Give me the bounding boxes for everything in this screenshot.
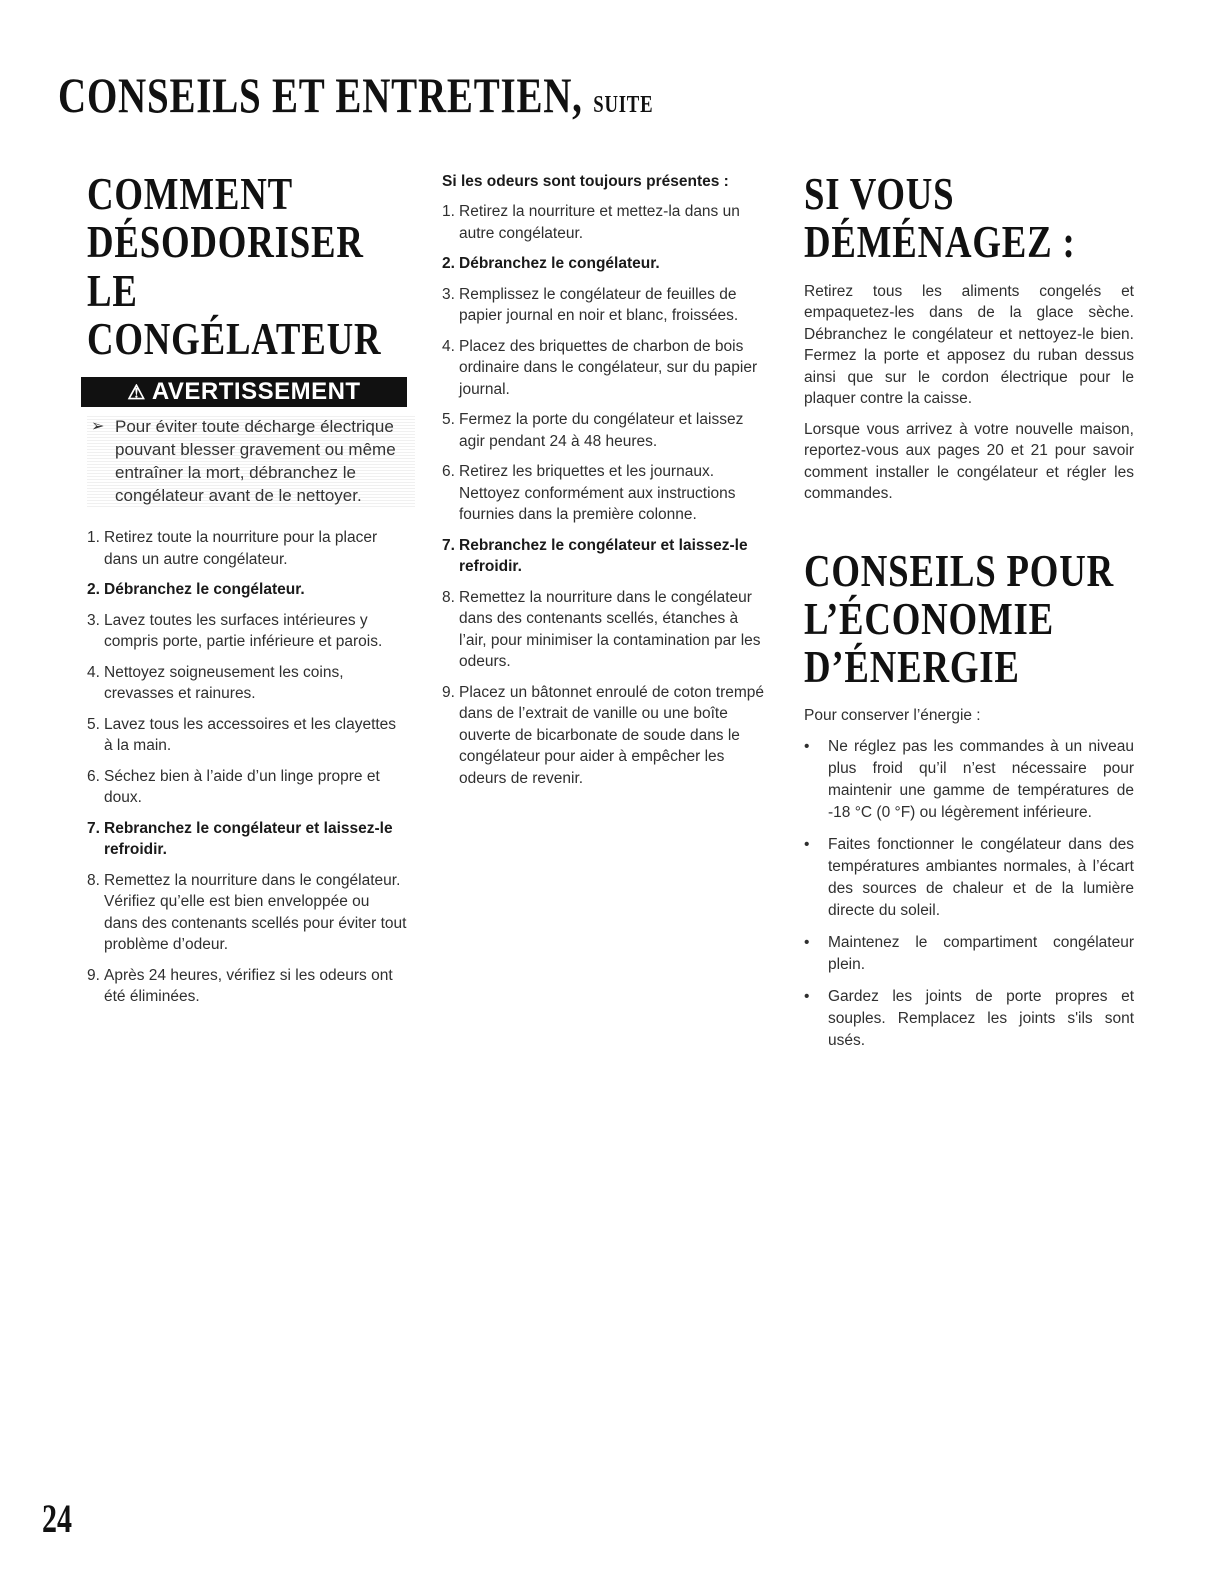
step-number: 4. [87, 663, 100, 681]
warning-triangle-icon: ⚠ [127, 382, 146, 405]
list-item [804, 932, 1134, 976]
tip-text: Ne réglez pas les commandes à un niveau plus froid qu’il n’est nécessaire pour maintenir une gamme de températures de -18 °C (0 °F) ou légèrement inférieure. [828, 737, 1134, 821]
step-text: Séchez bien à l’aide d’un linge propre et doux. [104, 767, 380, 807]
tip-text: Gardez les joints de porte propres et souples. Remplacez les joints s'ils sont usés. [828, 987, 1134, 1049]
list-item [442, 201, 770, 244]
column-persistent-odors [442, 173, 770, 798]
step-number: 6. [87, 767, 100, 785]
step-number: 9. [442, 683, 455, 701]
arrow-right-icon: ➢ [91, 418, 105, 436]
step-number: 8. [87, 871, 100, 889]
bullet-icon: • [804, 987, 810, 1005]
list-item [87, 662, 407, 705]
bullet-icon: • [804, 835, 810, 853]
step-number: 1. [442, 203, 455, 220]
warning-text-body: Pour éviter toute décharge électrique pouvant blesser gravement ou même entraîner la mort, débranchez le congélateur avant de le nettoyer. [115, 417, 396, 506]
step-number: 2. [87, 581, 100, 599]
tip-text: Maintenez le compartiment congélateur plein. [828, 933, 1134, 973]
bullet-icon: • [804, 933, 810, 951]
energy-heading: CONSEILS POUR L’ÉCONOMIE D’ÉNERGIE [804, 544, 1114, 693]
list-item [804, 834, 1134, 922]
energy-intro: Pour conserver l’énergie : [804, 707, 981, 725]
step-text: Nettoyez soigneusement les coins, crevasses et rainures. [104, 663, 344, 703]
list-item [87, 870, 407, 956]
step-text: Remettez la nourriture dans le congélateur dans des contenants scellés, étanches à l’air, pour minimiser la contamination par les odeurs. [459, 588, 761, 670]
deodorize-heading: COMMENT DÉSODORISER LE CONGÉLATEUR [87, 168, 382, 364]
page-title-suffix: SUITE [593, 92, 654, 118]
list-item [442, 587, 770, 673]
page-title [58, 67, 654, 123]
list-item [442, 682, 770, 790]
step-text: Après 24 heures, vérifiez si les odeurs ont été éliminées. [104, 966, 393, 1006]
step-number: 6. [442, 463, 455, 480]
moving-paragraph-1: Retirez tous les aliments congelés et empaquetez-les dans de la glace sèche. Débranchez le congélateur et nettoyez-le bien. Fermez la porte et apposez du ruban dessus ainsi que sur le cordon électrique pour le plaquer contre la caisse. [804, 282, 1134, 408]
deodorize-steps [87, 527, 407, 1008]
step-number: 3. [442, 285, 455, 303]
list-item [87, 766, 407, 809]
list-item [804, 986, 1134, 1052]
energy-tips [804, 736, 1134, 1052]
column-deodorize [87, 170, 407, 1017]
list-item [442, 284, 770, 327]
warning-banner [81, 377, 407, 407]
step-text: Retirez les briquettes et les journaux. Nettoyez conformément aux instructions fournies dans la première colonne. [459, 463, 736, 523]
step-text: Débranchez le congélateur. [104, 581, 305, 599]
list-item [804, 736, 1134, 824]
bullet-icon: • [804, 737, 810, 755]
list-item [87, 579, 407, 601]
page-number: 24 [42, 1496, 72, 1541]
step-number: 7. [442, 536, 455, 554]
step-number: 9. [87, 966, 100, 984]
step-text: Retirez toute la nourriture pour la placer dans un autre congélateur. [104, 529, 378, 568]
column-moving-and-energy [804, 170, 1134, 1062]
step-number: 3. [87, 611, 100, 629]
list-item [442, 461, 770, 526]
warning-text [87, 415, 415, 507]
step-number: 2. [442, 255, 455, 272]
persistent-odors-steps [442, 201, 770, 789]
step-number: 4. [442, 337, 455, 355]
step-number: 8. [442, 588, 455, 606]
list-item [87, 714, 407, 757]
list-item [87, 610, 407, 653]
step-text: Rebranchez le congélateur et laissez-le refroidir. [104, 819, 393, 859]
step-number: 1. [87, 529, 100, 547]
page-title-main: CONSEILS ET ENTRETIEN, [58, 67, 583, 123]
step-text: Placez des briquettes de charbon de bois ordinaire dans le congélateur, sur du papier journal. [459, 337, 758, 398]
step-text: Remettez la nourriture dans le congélateur. Vérifiez qu’elle est bien enveloppée ou dans des contenants scellés pour éviter tout problème d’odeur. [104, 871, 407, 954]
step-number: 5. [87, 715, 100, 733]
moving-paragraph-2: Lorsque vous arrivez à votre nouvelle maison, reportez-vous aux pages 20 et 21 pour savoir comment installer le congélateur et régler les commandes. [804, 420, 1134, 503]
list-item [442, 253, 770, 275]
list-item [442, 409, 770, 452]
step-number: 5. [442, 411, 455, 428]
moving-heading: SI VOUS DÉMÉNAGEZ : [804, 168, 1076, 268]
list-item [87, 527, 407, 570]
list-item [442, 336, 770, 401]
list-item [442, 535, 770, 578]
step-number: 7. [87, 819, 100, 837]
step-text: Rebranchez le congélateur et laissez-le refroidir. [459, 536, 748, 575]
step-text: Fermez la porte du congélateur et laissez agir pendant 24 à 48 heures. [459, 411, 744, 450]
step-text: Lavez tous les accessoires et les clayettes à la main. [104, 715, 397, 755]
list-item [87, 818, 407, 861]
warning-label: AVERTISSEMENT [151, 378, 361, 406]
step-text: Lavez toutes les surfaces intérieures y compris porte, partie inférieure et parois. [104, 611, 383, 651]
step-text: Placez un bâtonnet enroulé de coton trempé dans de l’extrait de vanille ou une boîte ouverte de bicarbonate de soude dans le congélateur pour aider à empêcher les odeurs de revenir. [459, 683, 765, 787]
step-text: Débranchez le congélateur. [459, 255, 660, 272]
list-item [87, 965, 407, 1008]
step-text: Retirez la nourriture et mettez-la dans un autre congélateur. [459, 203, 740, 242]
persistent-odors-subheading: Si les odeurs sont toujours présentes : [442, 173, 729, 190]
tip-text: Faites fonctionner le congélateur dans des températures ambiantes normales, à l’écart des sources de chaleur et de la lumière directe du soleil. [828, 835, 1134, 919]
step-text: Remplissez le congélateur de feuilles de papier journal en noir et blanc, froissées. [459, 285, 739, 324]
